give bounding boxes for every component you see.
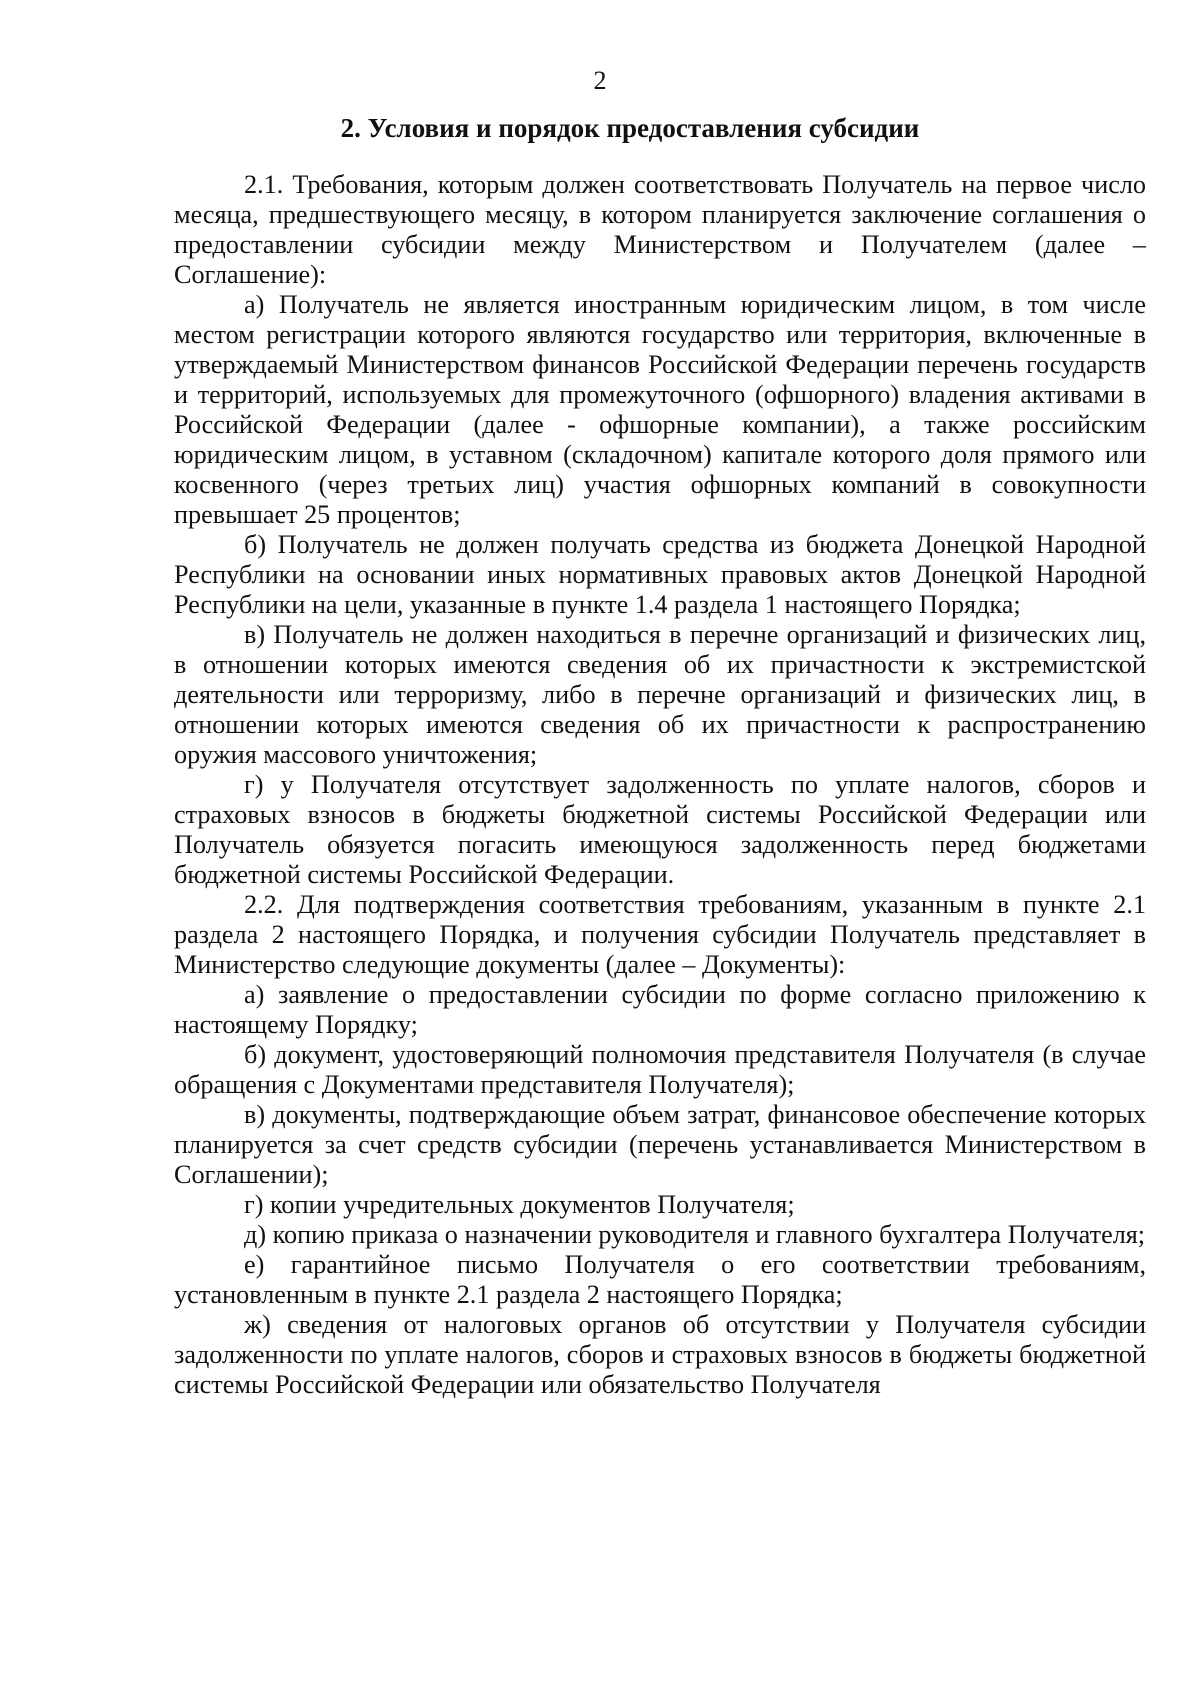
paragraph-2-2-d: д) копию приказа о назначении руководителя и главного бухгалтера Получателя; xyxy=(244,1220,1146,1249)
paragraph-2-2-g: г) копии учредительных документов Получателя; xyxy=(244,1190,795,1219)
page-number: 2 xyxy=(593,66,607,95)
paragraph-2-2-a: а) заявление о предоставлении субсидии по форме согласно приложению к настоящему Порядку; xyxy=(174,980,1146,1039)
paragraph-2-1-g: г) у Получателя отсутствует задолженность по уплате налогов, сборов и страховых взносов в бюджеты бюджетной системы Российской Федерации или Получатель обязуется погасить имеющуюся задолженность перед бюджетами бюджетной системы Российской Федерации. xyxy=(174,770,1146,889)
paragraph-2-1-a: а) Получатель не является иностранным юридическим лицом, в том числе местом регистрации которого являются государство или территория, включенные в утверждаемый Министерством финансов Российской Федерации перечень государств и территорий, используемых для промежуточного (офшорного) владения активами в Российской Федерации (далее - офшорные компании), а также российским юридическим лицом, в уставном (складочном) капитале которого доля прямого или косвенного (через третьих лиц) участия офшорных компаний в совокупности превышает 25 процентов; xyxy=(174,290,1146,529)
section-title: 2. Условия и порядок предоставления субсидии xyxy=(340,113,920,143)
paragraph-2-1-b: б) Получатель не должен получать средства из бюджета Донецкой Народной Республики на основании иных нормативных правовых актов Донецкой Народной Республики на цели, указанные в пункте 1.4 раздела 1 настоящего Порядка; xyxy=(174,530,1146,619)
paragraph-2-2-v: в) документы, подтверждающие объем затрат, финансовое обеспечение которых планируется за счет средств субсидии (перечень устанавливается Министерством в Соглашении); xyxy=(174,1100,1146,1189)
paragraph-2-1-v: в) Получатель не должен находиться в перечне организаций и физических лиц, в отношении которых имеются сведения об их причастности к экстремистской деятельности или терроризму, либо в перечне организаций и физических лиц, в отношении которых имеются сведения об их причастности к распространению оружия массового уничтожения; xyxy=(174,620,1146,769)
paragraph-2-2: 2.2. Для подтверждения соответствия требованиям, указанным в пункте 2.1 раздела 2 настоящего Порядка, и получения субсидии Получатель представляет в Министерство следующие документы (далее – Документы): xyxy=(174,890,1146,979)
paragraph-2-1: 2.1. Требования, которым должен соответствовать Получатель на первое число месяца, предшествующего месяцу, в котором планируется заключение соглашения о предоставлении субсидии между Министерством и Получателем (далее – Соглашение): xyxy=(174,170,1146,289)
paragraph-2-2-zh: ж) сведения от налоговых органов об отсутствии у Получателя субсидии задолженности по уплате налогов, сборов и страховых взносов в бюджеты бюджетной системы Российской Федерации или обязательство Получателя xyxy=(174,1310,1146,1399)
paragraph-2-2-b: б) документ, удостоверяющий полномочия представителя Получателя (в случае обращения с Документами представителя Получателя); xyxy=(174,1040,1146,1099)
paragraph-2-2-e: е) гарантийное письмо Получателя о его соответствии требованиям, установленным в пункте 2.1 раздела 2 настоящего Порядка; xyxy=(174,1250,1146,1309)
body-text xyxy=(174,170,1146,1400)
